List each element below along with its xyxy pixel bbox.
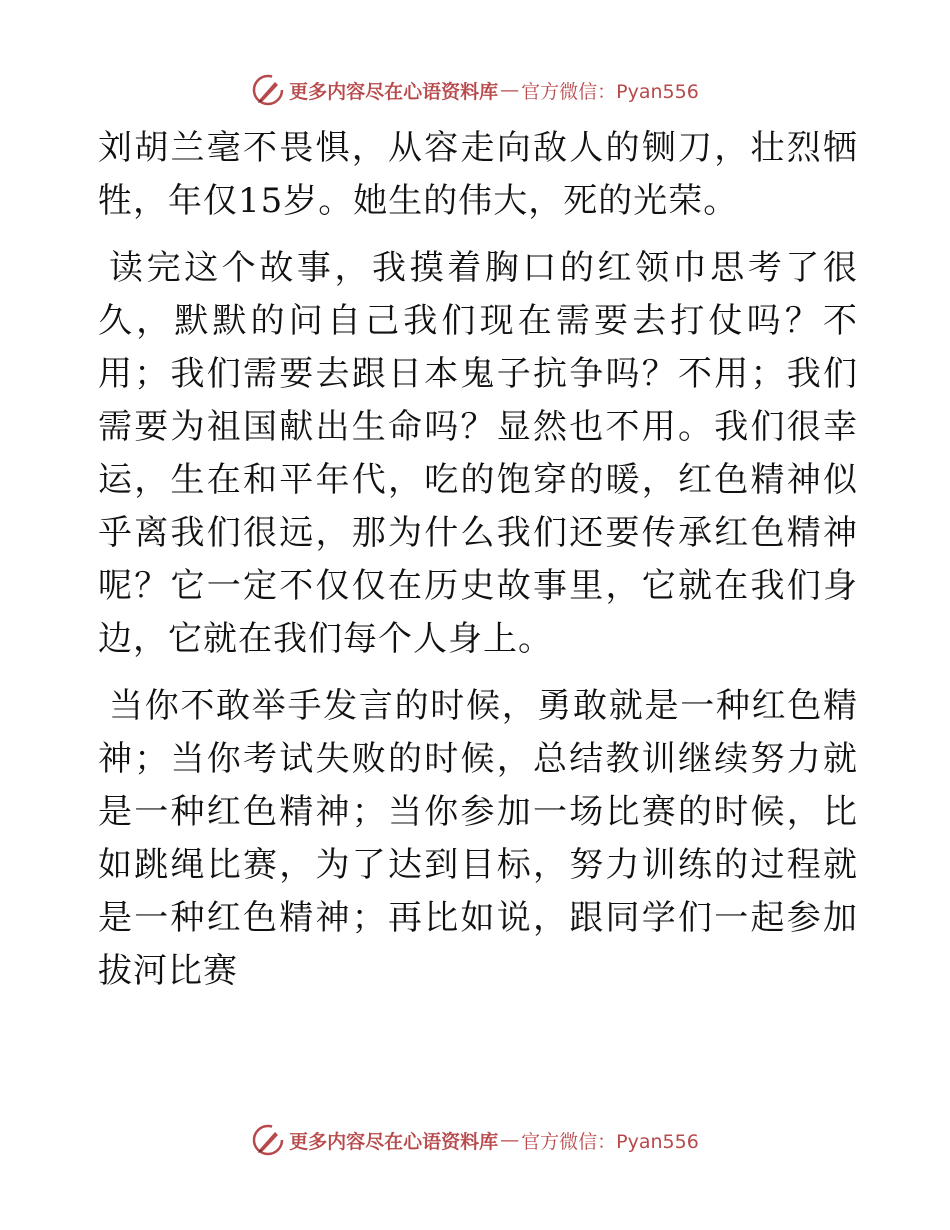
footer-brand-text: 更多内容尽在心语资料库 [289, 1130, 499, 1153]
quill-pen-logo-icon [251, 1123, 285, 1157]
header-separator: — [500, 79, 520, 101]
header-brand-text: 更多内容尽在心语资料库 [289, 80, 499, 103]
footer-wechat-text: 官方微信：Pyan556 [521, 1130, 699, 1153]
header-banner [0, 70, 950, 110]
footer-separator: — [500, 1129, 520, 1151]
paragraph-2: 读完这个故事，我摸着胸口的红领巾思考了很久，默默的问自己我们现在需要去打仗吗？不用；我们需要去跟日本鬼子抗争吗？不用；我们需要为祖国献出生命吗？显然也不用。我们很幸运，生在和平年代，吃的饱穿的暖，红色精神似乎离我们很远，那为什么我们还要传承红色精神呢？它一定不仅仅在历史故事里，它就在我们身边，它就在我们每个人身上。 [98, 248, 858, 659]
paragraph-1: 刘胡兰毫不畏惧，从容走向敌人的铡刀，壮烈牺牲，年仅15岁。她生的伟大，死的光荣。 [98, 128, 858, 221]
header-wechat-text: 官方微信：Pyan556 [521, 80, 699, 103]
footer-banner [0, 1120, 950, 1160]
quill-pen-logo-icon [251, 73, 285, 107]
paragraph-3: 当你不敢举手发言的时候，勇敢就是一种红色精神；当你考试失败的时候，总结教训继续努力就是一种红色精神；当你参加一场比赛的时候，比如跳绳比赛，为了达到目标，努力训练的过程就是一种红色精神；再比如说，跟同学们一起参加拔河比赛 [98, 686, 858, 991]
document-body [98, 122, 858, 1012]
